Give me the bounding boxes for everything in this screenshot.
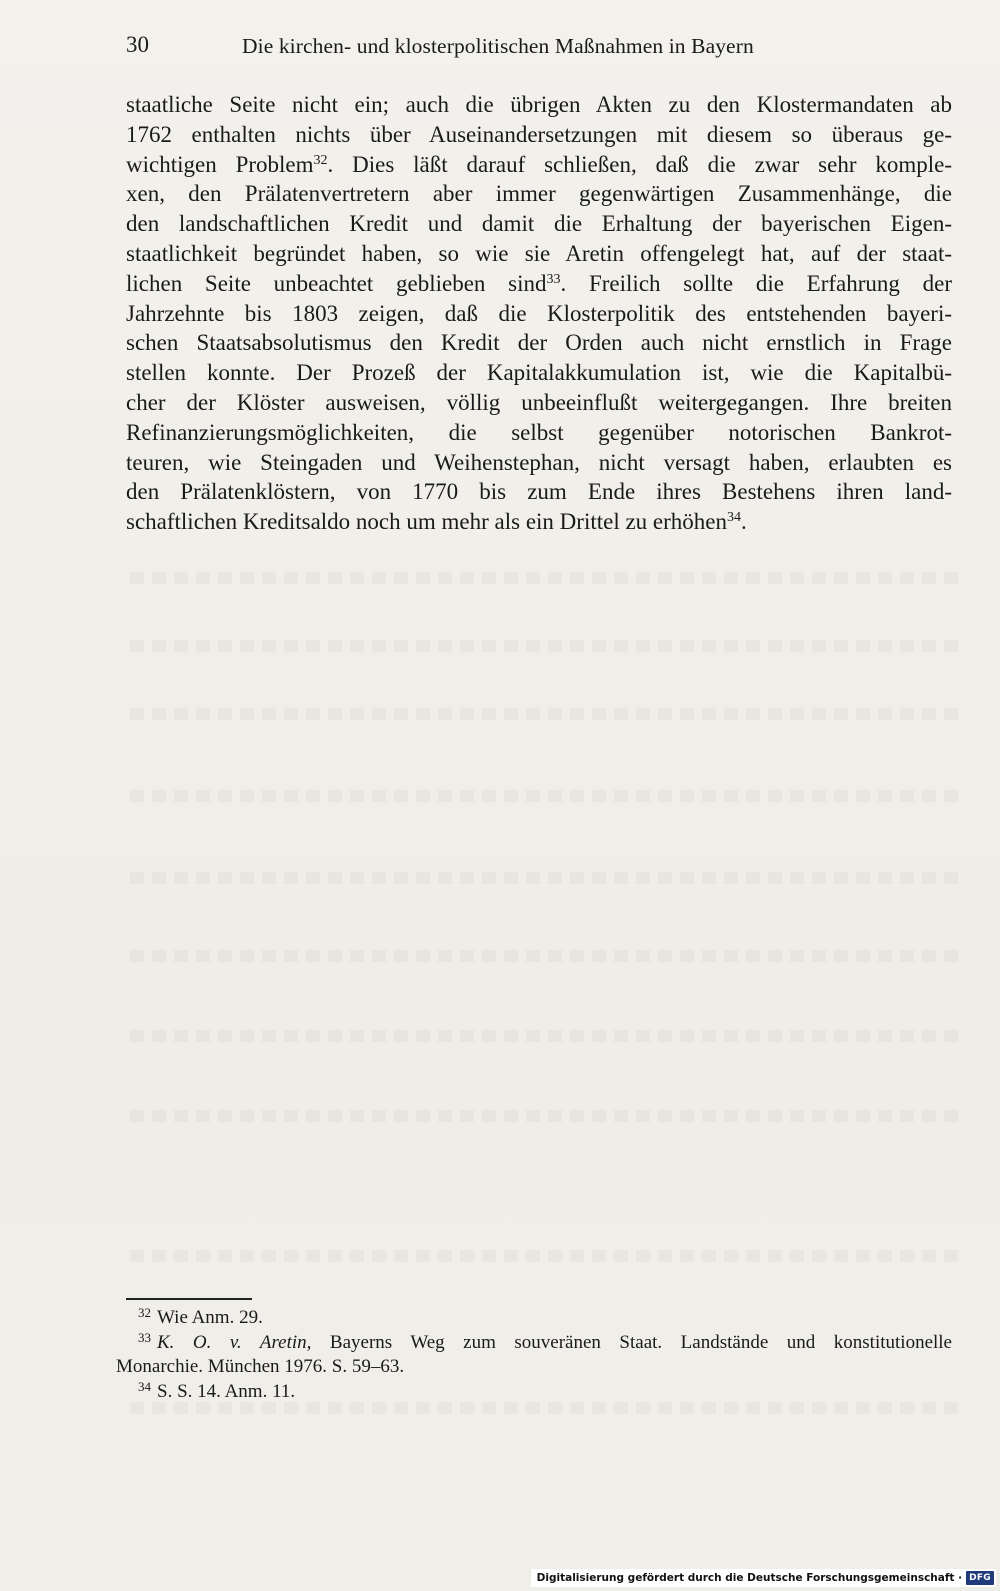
text-line <box>126 179 952 209</box>
text-line <box>126 209 952 239</box>
line-text: Refinanzierungsmöglichkeiten, die selbst gegenüber notorischen Bankrot- <box>126 419 952 445</box>
footnote-divider <box>126 1298 252 1300</box>
line-text: 1762 enthalten nichts über Auseinandersetzungen mit diesem so überaus ge- <box>126 121 952 147</box>
footnote <box>116 1380 952 1405</box>
line-text: den Prälatenklöstern, von 1770 bis zum Ende ihres Bestehens ihren land- <box>126 479 952 505</box>
footnote <box>116 1306 952 1331</box>
text-line <box>126 299 952 329</box>
credit-text: Digitalisierung gefördert durch die Deutsche Forschungsgemeinschaft · <box>536 1572 963 1584</box>
text-line <box>126 120 952 150</box>
digitization-credit <box>531 1569 996 1587</box>
show-through-line <box>130 1250 960 1262</box>
text-line <box>126 418 952 448</box>
show-through-line <box>130 572 960 584</box>
body-text <box>126 90 952 537</box>
line-text: teuren, wie Steingaden und Weihenstephan, nicht versagt haben, erlaubten es <box>126 449 952 475</box>
footnote-number: 32 <box>138 1305 151 1320</box>
footnote-number: 34 <box>138 1378 151 1394</box>
footnote <box>116 1331 952 1356</box>
footnote-continuation: Monarchie. München 1976. S. 59–63. <box>116 1356 405 1377</box>
show-through-line <box>130 1110 960 1122</box>
line-text: lichen Seite unbeachtet geblieben sind <box>126 270 547 296</box>
line-text: schen Staatsabsolutismus den Kredit der Orden auch nicht ernstlich in Frage <box>126 330 952 356</box>
line-text: cher der Klöster ausweisen, völlig unbeeinflußt weitergegangen. Ihre breiten <box>126 389 952 415</box>
line-text: stellen konnte. Der Prozeß der Kapitalakkumulation ist, wie die Kapitalbü- <box>126 360 952 386</box>
show-through-line <box>130 790 960 802</box>
text-line <box>126 507 952 537</box>
line-text: den landschaftlichen Kredit und damit die Erhaltung der bayerischen Eigen- <box>126 211 952 237</box>
page-header <box>126 30 952 66</box>
footnote-reference: 33 <box>546 271 561 287</box>
line-text: xen, den Prälatenvertretern aber immer gegenwärtigen Zusammenhänge, die <box>126 181 952 207</box>
footnote-reference: 34 <box>727 510 741 526</box>
footnote-text: Wie Anm. 29. <box>157 1307 263 1328</box>
text-line <box>126 90 952 120</box>
footnote-text: Bayerns Weg zum souveränen Staat. Landstände und konstitutionelle <box>311 1331 952 1353</box>
footnotes <box>116 1306 952 1404</box>
footnote-text: S. S. 14. Anm. 11. <box>157 1380 296 1402</box>
line-text: wichtigen Problem <box>126 151 314 177</box>
text-line <box>126 150 952 180</box>
line-text: staatlichkeit begründet haben, so wie sie Aretin offengelegt hat, auf der staat- <box>126 240 952 266</box>
line-text: . Freilich sollte die Erfahrung der <box>560 270 952 296</box>
text-line <box>126 388 952 418</box>
show-through-line <box>130 950 960 962</box>
line-text: . Dies läßt darauf schließen, daß die zwar sehr komple- <box>327 151 953 177</box>
footnote-number: 33 <box>138 1329 151 1345</box>
text-line <box>126 358 952 388</box>
text-line <box>126 328 952 358</box>
text-line <box>126 448 952 478</box>
show-through-line <box>130 1030 960 1042</box>
dfg-logo-icon: DFG <box>966 1571 994 1585</box>
footnote-author: K. O. v. Aretin, <box>157 1331 312 1353</box>
running-title: Die kirchen- und klosterpolitischen Maßnahmen in Bayern <box>242 34 754 58</box>
line-text: . <box>741 509 747 535</box>
line-text: Jahrzehnte bis 1803 zeigen, daß die Klosterpolitik des entstehenden bayeri- <box>126 300 952 326</box>
footnote-reference: 32 <box>313 152 328 168</box>
text-line <box>126 477 952 507</box>
line-text: schaftlichen Kreditsaldo noch um mehr als ein Drittel zu erhöhen <box>126 509 727 535</box>
show-through-line <box>130 872 960 884</box>
text-line <box>126 239 952 269</box>
show-through-line <box>130 708 960 720</box>
line-text: staatliche Seite nicht ein; auch die übrigen Akten zu den Klostermandaten ab <box>126 92 952 117</box>
page-number: 30 <box>126 32 149 57</box>
show-through-line <box>130 640 960 652</box>
text-line <box>126 269 952 299</box>
